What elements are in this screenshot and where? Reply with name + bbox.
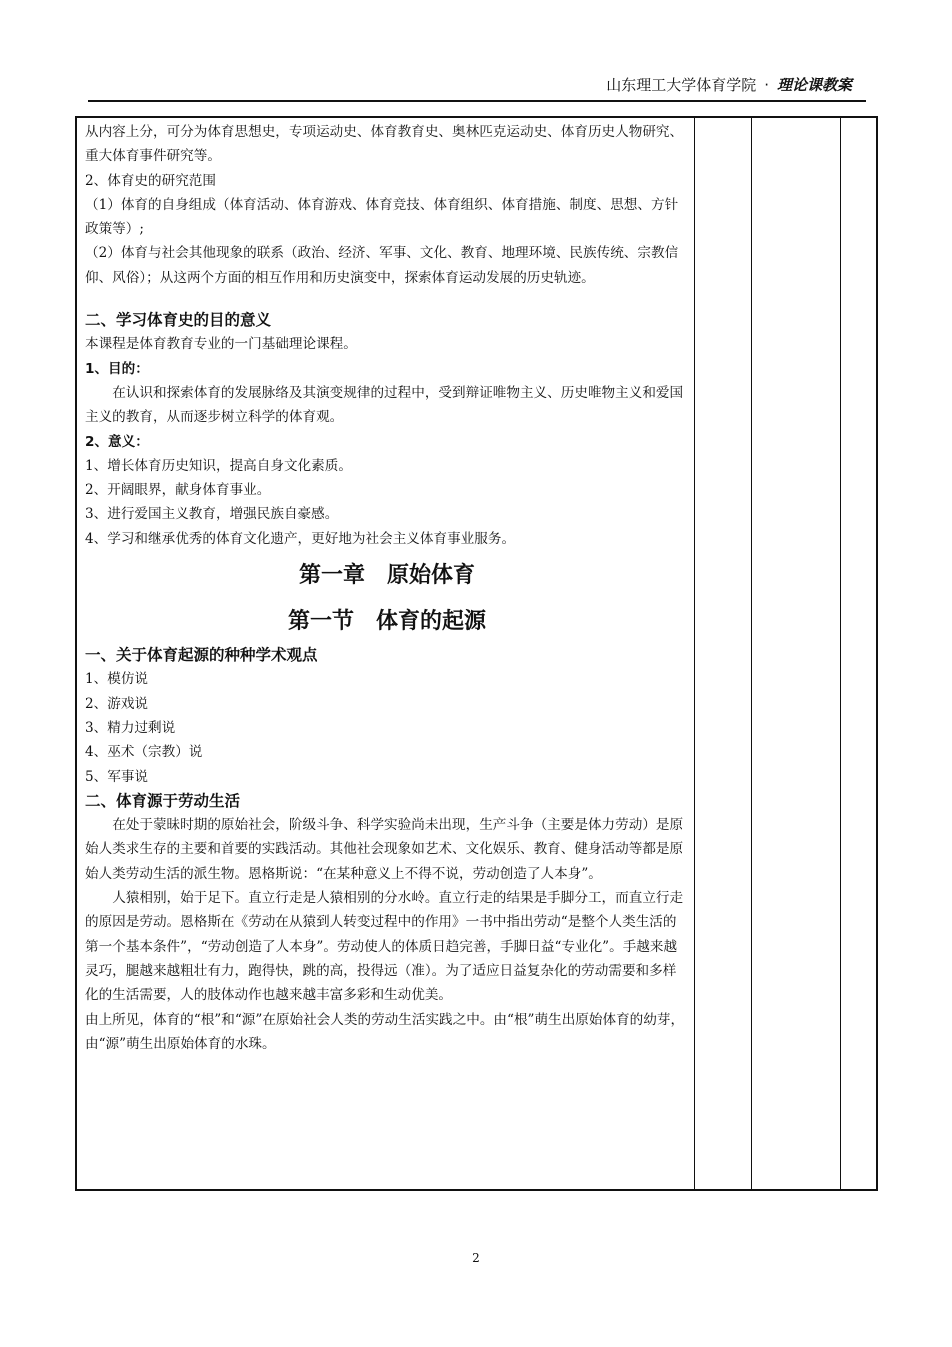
list-item: 3、精力过剩说 xyxy=(85,719,176,736)
heading-purpose: 二、学习体育史的目的意义 xyxy=(85,311,272,330)
paragraph: 在认识和探索体育的发展脉络及其演变规律的过程中，受到辩证唯物主义、历史唯物主义和爱国主义的教育，从而逐步树立科学的体育观。 xyxy=(85,384,684,426)
list-item: 4、巫术（宗教）说 xyxy=(85,744,203,761)
lesson-content xyxy=(85,120,689,1056)
paragraph: 本课程是体育教育专业的一门基础理论课程。 xyxy=(85,336,357,353)
list-item: 1、模仿说 xyxy=(85,671,149,688)
spacer xyxy=(85,290,689,308)
header-separator: · xyxy=(764,76,769,94)
heading-views: 一、关于体育起源的种种学术观点 xyxy=(85,646,318,665)
paragraph: 人猿相别，始于足下。直立行走是人猿相别的分水岭。直立行走的结果是手脚分工，而直立行走的原因是劳动。恩格斯在《劳动在从猿到人转变过程中的作用》一书中指出劳动“是整个人类生活的第一个基本条件”，“劳动创造了人本身”。劳动使人的体质日趋完善，手脚日益“专业化”。手越来越灵巧，腿越来越粗壮有力，跑得快，跳的高，投得远（准）。为了适应日益复杂化的劳动需要和多样化的生活需要，人的肢体动作也越来越丰富多彩和生动优美。 xyxy=(85,890,684,1004)
heading-labor: 二、体育源于劳动生活 xyxy=(85,791,241,810)
paragraph: 由上所见，体育的“根”和“源”在原始社会人类的劳动生活实践之中。由“根”萌生出原始体育的幼芽，由“源”萌生出原始体育的水珠。 xyxy=(85,1011,685,1052)
page-header xyxy=(88,72,866,102)
chapter-title: 第一章 原始体育 xyxy=(298,563,475,589)
header-school: 山东理工大学体育学院 xyxy=(606,76,757,94)
list-item: 3、进行爱国主义教育，增强民族自豪感。 xyxy=(85,506,339,523)
list-item: 5、军事说 xyxy=(85,768,149,785)
list-item: 4、学习和继承优秀的体育文化遗产，更好地为社会主义体育事业服务。 xyxy=(85,530,516,547)
column-divider xyxy=(694,118,695,1189)
list-item: 1、增长体育历史知识，提高自身文化素质。 xyxy=(85,457,352,474)
list-item: 2、开阔眼界，献身体育事业。 xyxy=(85,482,271,499)
header-text xyxy=(606,74,852,95)
paragraph: （1）体育的自身组成（体育活动、体育游戏、体育竞技、体育组织、体育措施、制度、思想、方针政策等）; xyxy=(85,196,679,238)
paragraph: （2）体育与社会其他现象的联系（政治、经济、军事、文化、教育、地理环境、民族传统、宗教信仰、风俗）；从这两个方面的相互作用和历史演变中，探索体育运动发展的历史轨迹。 xyxy=(85,245,679,286)
heading-meaning: 2、意义： xyxy=(85,433,149,450)
page-number: 2 xyxy=(472,1251,480,1265)
header-doc-type: 理论课教案 xyxy=(776,76,852,94)
heading-goal: 1、目的： xyxy=(85,360,149,377)
paragraph: 2、体育史的研究范围 xyxy=(85,172,216,189)
paragraph: 从内容上分，可分为体育思想史，专项运动史、体育教育史、奥林匹克运动史、体育历史人物研究、重大体育事件研究等。 xyxy=(85,124,684,165)
column-divider xyxy=(751,118,752,1189)
column-divider xyxy=(840,118,841,1189)
list-item: 2、游戏说 xyxy=(85,695,149,712)
section-title: 第一节 体育的起源 xyxy=(287,609,486,635)
paragraph: 在处于蒙昧时期的原始社会，阶级斗争、科学实验尚未出现，生产斗争（主要是体力劳动）是原始人类求生存的主要和首要的实践活动。其他社会现象如艺术、文化娱乐、教育、健身活动等都是原始人类劳动生活的派生物。恩格斯说：“在某种意义上不得不说，劳动创造了人本身”。 xyxy=(85,817,684,882)
lesson-table xyxy=(75,116,878,1191)
